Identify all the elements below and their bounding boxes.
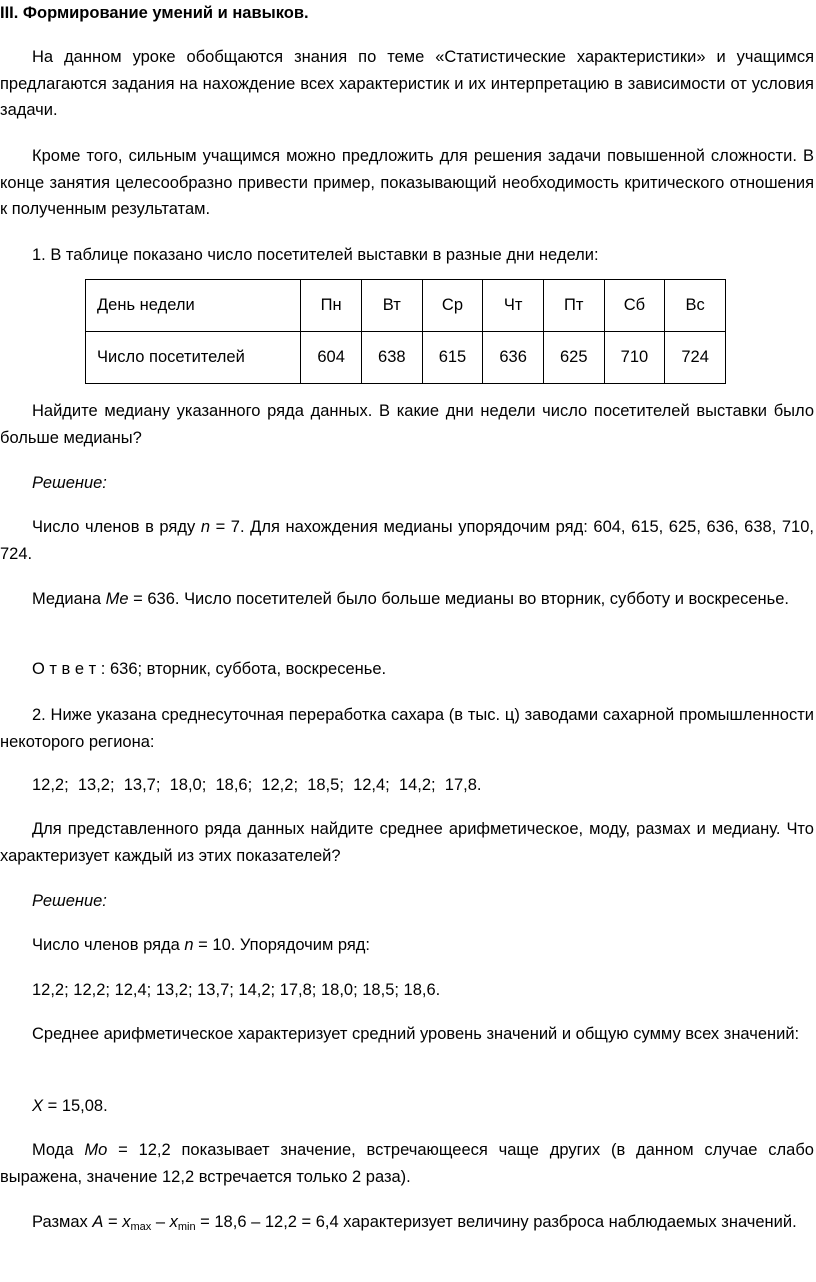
table-row-visitors [86, 332, 726, 384]
mean-value: = 15,08. [43, 1097, 108, 1115]
median-text: Медиана [32, 590, 106, 608]
intro-paragraph-1: На данном уроке обобщаются знания по теме «Статистические характеристики» и учащимся предлагаются задания на нахождение всех характеристик и их интерпретацию в зависимости от условия задачи. [0, 48, 814, 119]
table-cell-visitors: 615 [422, 332, 483, 384]
task2-data-row: 12,2; 13,2; 13,7; 18,0; 18,6; 12,2; 18,5; 12,4; 14,2; 17,8. [32, 776, 482, 794]
table-row-days [86, 280, 726, 332]
table-cell-visitors: 636 [483, 332, 544, 384]
solution-label: Решение: [32, 892, 107, 910]
table-cell-day: Сб [604, 280, 665, 332]
task1-count-line [0, 514, 814, 567]
table-cell-day: Вт [361, 280, 422, 332]
table-cell-day: Пт [543, 280, 604, 332]
range-symbol: A [92, 1213, 104, 1231]
table-cell-visitors: 724 [665, 332, 726, 384]
table-cell-label: День недели [86, 280, 301, 332]
range-minus: – [151, 1213, 170, 1231]
section-heading: III. Формирование умений и навыков. [0, 4, 309, 22]
count-text-rest: = 7. Для нахождения медианы упорядочим ряд: 604, 615, 625, 636, 638, 710, 724. [0, 518, 814, 563]
task2-mode-line [0, 1137, 814, 1190]
mode-text-rest: = 12,2 показывает значение, встречающееся чаще других (в данном случае слабо выражена, значение 12,2 встречается только 2 раза). [0, 1141, 814, 1186]
median-symbol: Me [105, 590, 129, 608]
min-subscript: min [177, 1221, 196, 1233]
task2-question: Для представленного ряда данных найдите среднее арифметическое, моду, размах и медиану. Что характеризует каждый из этих показателей? [0, 820, 814, 865]
task2-statement: 2. Ниже указана среднесуточная переработка сахара (в тыс. ц) заводами сахарной промышленности некоторого региона: [0, 706, 814, 751]
range-text: Размах [32, 1213, 93, 1231]
range-equals: = [103, 1213, 123, 1231]
table-cell-day: Ср [422, 280, 483, 332]
task2-sorted-row: 12,2; 12,2; 12,4; 13,2; 13,7; 14,2; 17,8; 18,0; 18,5; 18,6. [32, 981, 441, 999]
mean-symbol: X [32, 1097, 44, 1115]
mode-text: Мода [32, 1141, 85, 1159]
count-text-rest: = 10. Упорядочим ряд: [193, 936, 371, 954]
table-cell-visitors: 625 [543, 332, 604, 384]
task1-solution-label [0, 470, 814, 497]
max-subscript: max [130, 1221, 152, 1233]
solution-label: Решение: [32, 474, 107, 492]
task2-mean-value [0, 1093, 814, 1120]
count-text: Число членов в ряду [32, 518, 201, 536]
range-text-rest: = 18,6 – 12,2 = 6,4 характеризует величину разброса наблюдаемых значений. [195, 1213, 797, 1231]
task1-answer: О т в е т : 636; вторник, суббота, воскресенье. [32, 660, 387, 678]
intro-paragraph-2: Кроме того, сильным учащимся можно предложить для решения задачи повышенной сложности. В конце занятия целесообразно привести пример, показывающий необходимость критического отношения к полученным результатам. [0, 147, 814, 218]
count-variable: n [200, 518, 210, 536]
table-cell-label: Число посетителей [86, 332, 301, 384]
mode-symbol: Mo [84, 1141, 108, 1159]
task2-solution-label [0, 888, 814, 915]
table-cell-day: Вс [665, 280, 726, 332]
median-text-rest: = 636. Число посетителей было больше медианы во вторник, субботу и воскресенье. [128, 590, 790, 608]
x-max-symbol: x [122, 1213, 131, 1231]
count-variable: n [184, 936, 194, 954]
table-cell-visitors: 638 [361, 332, 422, 384]
task1-question: Найдите медиану указанного ряда данных. В какие дни недели число посетителей выставки было больше медианы? [0, 402, 814, 447]
x-min-symbol: x [169, 1213, 178, 1231]
task2-mean-text: Среднее арифметическое характеризует средний уровень значений и общую сумму всех значений: [32, 1025, 800, 1043]
visitors-table [85, 279, 726, 384]
table-cell-visitors: 604 [301, 332, 362, 384]
count-text: Число членов ряда [32, 936, 185, 954]
task2-count-line [0, 932, 814, 959]
task1-statement: 1. В таблице показано число посетителей выставки в разные дни недели: [32, 246, 599, 264]
table-cell-day: Пн [301, 280, 362, 332]
table-cell-day: Чт [483, 280, 544, 332]
task1-median-line [0, 586, 814, 613]
table-cell-visitors: 710 [604, 332, 665, 384]
task2-range-line [0, 1209, 814, 1236]
